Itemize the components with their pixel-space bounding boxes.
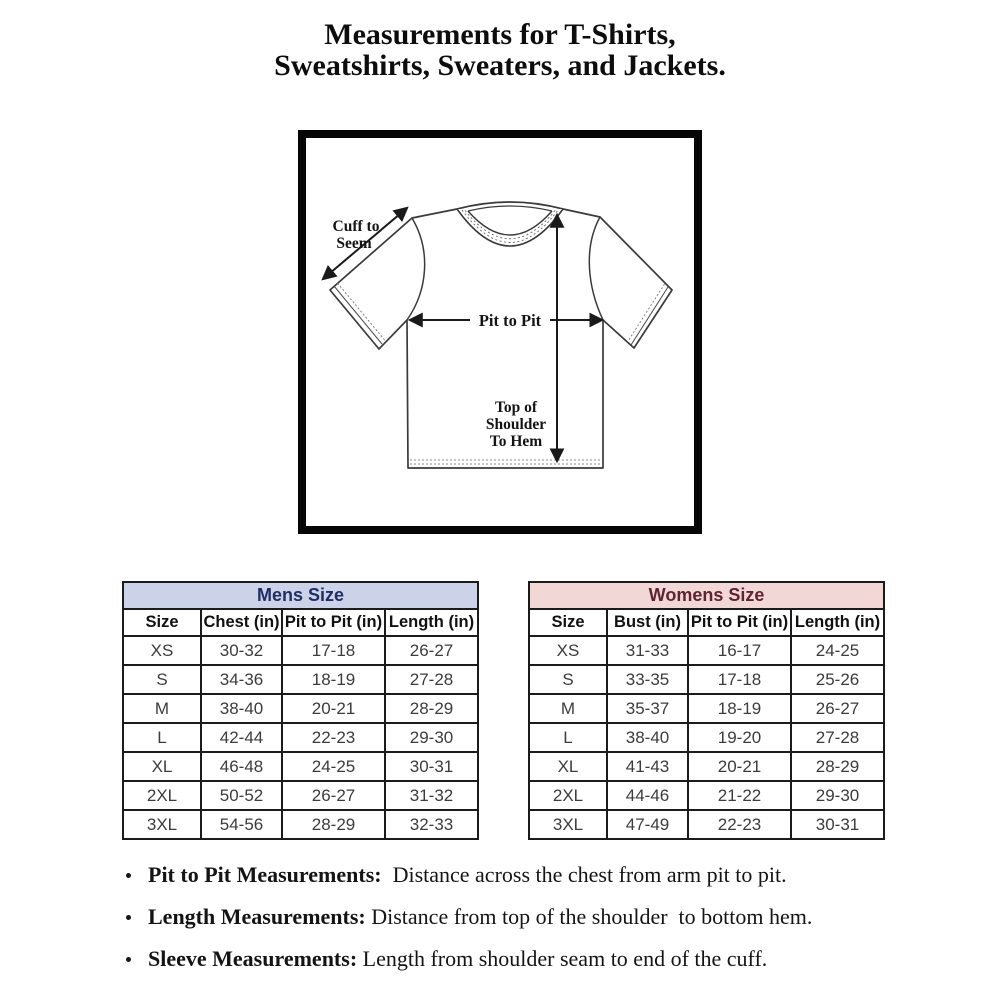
table-cell: XL bbox=[123, 752, 201, 781]
mens-size-table-section bbox=[122, 581, 479, 840]
note-text: Length from shoulder seam to end of the cuff. bbox=[357, 946, 768, 971]
table-title-row bbox=[529, 582, 884, 609]
note-text: Distance across the chest from arm pit to pit. bbox=[381, 862, 787, 887]
note-label: Length Measurements: bbox=[148, 904, 366, 929]
note-sleeve bbox=[126, 946, 936, 972]
table-row bbox=[123, 781, 478, 810]
table-cell: 27-28 bbox=[385, 665, 478, 694]
table-row bbox=[123, 810, 478, 839]
table-cell: 16-17 bbox=[688, 636, 791, 665]
table-row bbox=[529, 752, 884, 781]
womens-size-table bbox=[528, 581, 885, 840]
column-header: Length (in) bbox=[385, 609, 478, 636]
table-cell: 38-40 bbox=[201, 694, 282, 723]
table-cell: 26-27 bbox=[791, 694, 884, 723]
table-cell: 44-46 bbox=[607, 781, 688, 810]
shoulder-label-line1: Top of bbox=[494, 399, 538, 416]
table-cell: 46-48 bbox=[201, 752, 282, 781]
table-row bbox=[123, 752, 478, 781]
table-cell: 24-25 bbox=[791, 636, 884, 665]
mens-size-table bbox=[122, 581, 479, 840]
table-cell: 34-36 bbox=[201, 665, 282, 694]
table-cell: 22-23 bbox=[282, 723, 385, 752]
table-row bbox=[123, 636, 478, 665]
column-header: Bust (in) bbox=[607, 609, 688, 636]
table-cell: 29-30 bbox=[791, 781, 884, 810]
table-cell: 20-21 bbox=[688, 752, 791, 781]
cuff-label-line2: Seem bbox=[336, 235, 372, 252]
table-cell: 30-32 bbox=[201, 636, 282, 665]
table-cell: 50-52 bbox=[201, 781, 282, 810]
table-header-row bbox=[529, 609, 884, 636]
pit-to-pit-label: Pit to Pit bbox=[478, 311, 542, 330]
table-cell: XS bbox=[529, 636, 607, 665]
bullet-icon bbox=[126, 915, 131, 920]
table-row bbox=[123, 723, 478, 752]
table-cell: 31-33 bbox=[607, 636, 688, 665]
page-title-line1: Measurements for T-Shirts, bbox=[324, 18, 676, 51]
table-cell: L bbox=[529, 723, 607, 752]
column-header: Size bbox=[529, 609, 607, 636]
table-cell: 26-27 bbox=[385, 636, 478, 665]
bullet-icon bbox=[126, 957, 131, 962]
table-cell: 18-19 bbox=[688, 694, 791, 723]
column-header: Pit to Pit (in) bbox=[282, 609, 385, 636]
table-cell: 3XL bbox=[529, 810, 607, 839]
table-cell: 32-33 bbox=[385, 810, 478, 839]
table-cell: 30-31 bbox=[791, 810, 884, 839]
table-row bbox=[529, 636, 884, 665]
table-cell: 33-35 bbox=[607, 665, 688, 694]
table-row bbox=[529, 665, 884, 694]
table-row bbox=[529, 810, 884, 839]
note-label: Sleeve Measurements: bbox=[148, 946, 358, 971]
table-cell: 28-29 bbox=[282, 810, 385, 839]
table-cell: 27-28 bbox=[791, 723, 884, 752]
table-cell: 18-19 bbox=[282, 665, 385, 694]
table-cell: S bbox=[123, 665, 201, 694]
table-cell: 29-30 bbox=[385, 723, 478, 752]
table-row bbox=[123, 694, 478, 723]
table-cell: 21-22 bbox=[688, 781, 791, 810]
table-cell: 24-25 bbox=[282, 752, 385, 781]
tshirt-diagram bbox=[306, 138, 694, 526]
cuff-label-line1: Cuff to bbox=[332, 218, 380, 235]
tshirt-diagram-frame bbox=[298, 130, 702, 534]
table-cell: 22-23 bbox=[688, 810, 791, 839]
shoulder-label-line2: Shoulder bbox=[485, 416, 547, 433]
table-cell: 25-26 bbox=[791, 665, 884, 694]
page-title bbox=[0, 19, 1000, 81]
table-cell: 30-31 bbox=[385, 752, 478, 781]
table-cell: M bbox=[529, 694, 607, 723]
table-row bbox=[529, 723, 884, 752]
table-cell: 17-18 bbox=[282, 636, 385, 665]
table-cell: S bbox=[529, 665, 607, 694]
womens-size-table-section bbox=[528, 581, 885, 840]
table-cell: 47-49 bbox=[607, 810, 688, 839]
table-cell: M bbox=[123, 694, 201, 723]
table-cell: 2XL bbox=[529, 781, 607, 810]
table-header-row bbox=[123, 609, 478, 636]
page-title-line2: Sweatshirts, Sweaters, and Jackets. bbox=[274, 49, 726, 82]
note-label: Pit to Pit Measurements: bbox=[148, 862, 382, 887]
measurement-notes bbox=[126, 862, 936, 988]
table-cell: 28-29 bbox=[385, 694, 478, 723]
table-cell: 31-32 bbox=[385, 781, 478, 810]
table-cell: 41-43 bbox=[607, 752, 688, 781]
table-cell: 19-20 bbox=[688, 723, 791, 752]
note-text: Distance from top of the shoulder to bottom hem. bbox=[365, 904, 813, 929]
table-cell: XL bbox=[529, 752, 607, 781]
table-row bbox=[529, 781, 884, 810]
note-length bbox=[126, 904, 936, 930]
table-cell: 17-18 bbox=[688, 665, 791, 694]
table-cell: 35-37 bbox=[607, 694, 688, 723]
table-cell: 2XL bbox=[123, 781, 201, 810]
column-header: Size bbox=[123, 609, 201, 636]
table-cell: XS bbox=[123, 636, 201, 665]
table-cell: 26-27 bbox=[282, 781, 385, 810]
table-row bbox=[529, 694, 884, 723]
table-cell: 28-29 bbox=[791, 752, 884, 781]
note-pit-to-pit bbox=[126, 862, 936, 888]
table-cell: 20-21 bbox=[282, 694, 385, 723]
table-cell: L bbox=[123, 723, 201, 752]
table-title-row bbox=[123, 582, 478, 609]
column-header: Pit to Pit (in) bbox=[688, 609, 791, 636]
table-cell: 42-44 bbox=[201, 723, 282, 752]
table-cell: 3XL bbox=[123, 810, 201, 839]
shoulder-label-line3: To Hem bbox=[489, 433, 543, 450]
bullet-icon bbox=[126, 873, 131, 878]
table-title: Mens Size bbox=[123, 582, 478, 609]
table-row bbox=[123, 665, 478, 694]
column-header: Length (in) bbox=[791, 609, 884, 636]
table-cell: 54-56 bbox=[201, 810, 282, 839]
column-header: Chest (in) bbox=[201, 609, 282, 636]
table-title: Womens Size bbox=[529, 582, 884, 609]
table-cell: 38-40 bbox=[607, 723, 688, 752]
